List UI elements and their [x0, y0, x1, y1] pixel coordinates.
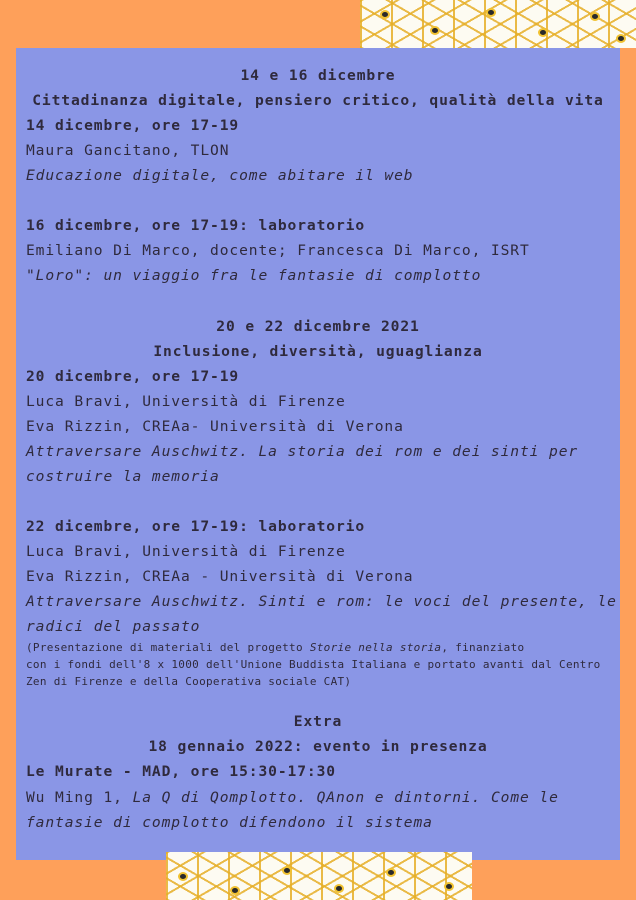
- event-venue: Le Murate - MAD, ore 15:30-17:30: [26, 763, 336, 780]
- event-datetime: 20 dicembre, ore 17-19: [26, 368, 240, 385]
- event-speaker: Eva Rizzin, CREAa- Università di Verona: [26, 418, 404, 435]
- section-dates: 14 e 16 dicembre: [240, 67, 396, 84]
- event-speaker: Emiliano Di Marco, docente; Francesca Di Marco, ISRT: [26, 242, 530, 259]
- bee-icon: [284, 868, 290, 873]
- event-speaker: Luca Bravi, Università di Firenze: [26, 393, 346, 410]
- bee-icon: [592, 14, 598, 19]
- note-text: (Presentazione di materiali del progetto: [26, 641, 310, 654]
- bee-icon: [540, 30, 546, 35]
- event-title: Attraversare Auschwitz. Sinti e rom: le voci del presente, le: [26, 593, 617, 610]
- project-note: con i fondi dell'8 x 1000 dell'Unione Buddista Italiana e portato avanti dal Centro: [26, 658, 601, 671]
- book-title: fantasie di complotto difendono il sistema: [26, 814, 433, 831]
- honeycomb-decoration-top: [360, 0, 636, 48]
- note-text: , finanziato: [441, 641, 525, 654]
- extra-heading: Extra: [293, 713, 343, 730]
- event-title: radici del passato: [26, 618, 201, 635]
- project-note: Zen di Firenze e della Cooperativa sociale CAT): [26, 675, 352, 688]
- event-datetime: 22 dicembre, ore 17-19: laboratorio: [26, 518, 366, 535]
- extra-subheading: 18 gennaio 2022: evento in presenza: [148, 738, 488, 755]
- event-speaker: Wu Ming 1,: [26, 789, 133, 806]
- event-title: Educazione digitale, come abitare il web: [26, 167, 414, 184]
- bee-icon: [388, 870, 394, 875]
- event-title: costruire la memoria: [26, 468, 220, 485]
- honeycomb-decoration-bottom: [166, 852, 472, 900]
- book-title: La Q di Qomplotto. QAnon e dintorni. Come le: [132, 789, 559, 806]
- bee-icon: [618, 36, 624, 41]
- bee-icon: [232, 888, 238, 893]
- event-title: Attraversare Auschwitz. La storia dei rom e dei sinti per: [26, 443, 579, 460]
- event-title: "Loro": un viaggio fra le fantasie di complotto: [26, 267, 482, 284]
- program-panel: [16, 48, 620, 860]
- section-theme: Inclusione, diversità, uguaglianza: [153, 343, 483, 360]
- event-datetime: 14 dicembre, ore 17-19: [26, 117, 240, 134]
- event-speaker: Luca Bravi, Università di Firenze: [26, 543, 346, 560]
- bee-icon: [446, 884, 452, 889]
- event-speaker: Maura Gancitano, TLON: [26, 142, 230, 159]
- section-dates: 20 e 22 dicembre 2021: [216, 318, 420, 335]
- bee-icon: [180, 874, 186, 879]
- event-title: [26, 788, 614, 808]
- bee-icon: [336, 886, 342, 891]
- event-speaker: Eva Rizzin, CREAa - Università di Verona: [26, 568, 414, 585]
- section-theme: Cittadinanza digitale, pensiero critico, qualità della vita: [32, 92, 604, 109]
- project-note: [26, 640, 614, 656]
- bee-icon: [488, 10, 494, 15]
- event-datetime: 16 dicembre, ore 17-19: laboratorio: [26, 217, 366, 234]
- project-name: Storie nella storia: [309, 641, 442, 654]
- bee-icon: [382, 12, 388, 17]
- bee-icon: [432, 28, 438, 33]
